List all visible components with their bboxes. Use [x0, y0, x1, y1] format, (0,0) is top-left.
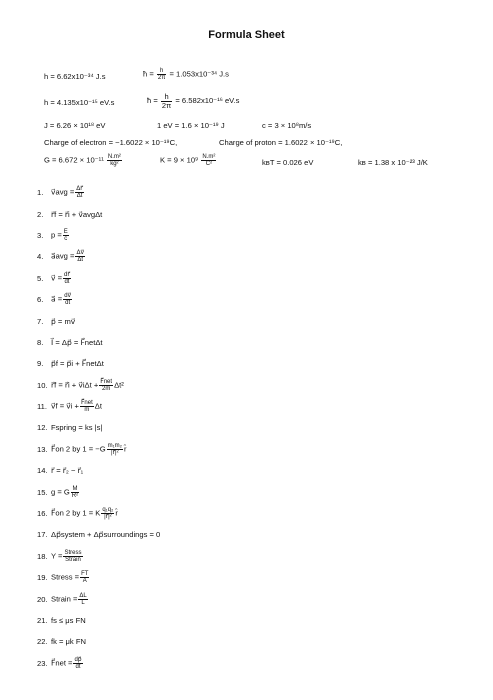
fraction-numerator: ΔL — [79, 592, 87, 599]
thermal-energy-kbt: kʙT = 0.026 eV — [262, 158, 314, 167]
equation-body — [51, 400, 102, 413]
equation-number: 23. — [37, 658, 48, 668]
equation-number: 14. — [37, 466, 48, 476]
equation-body — [51, 423, 102, 432]
joule-to-ev: J = 6.26 × 10¹⁸ eV — [44, 121, 106, 130]
equation-number: 11. — [37, 402, 47, 412]
fraction-numerator: E — [63, 228, 68, 235]
equation-number: 5. — [37, 273, 44, 283]
equation-text: Y = — [51, 551, 63, 561]
reduced-planck-evs-fraction — [161, 93, 172, 109]
fraction-denominator: R² — [71, 492, 79, 499]
equation-number: 9. — [37, 359, 44, 369]
equation-number: 12. — [37, 423, 48, 433]
fraction-denominator: |r⃗|² — [104, 514, 112, 521]
equation-item — [37, 610, 160, 631]
equation-number: 7. — [37, 316, 44, 326]
fraction-denominator: 2π — [161, 100, 172, 110]
equation-text: r⃗f = r⃗i + v⃗avgΔt — [51, 209, 103, 219]
equation-item — [37, 631, 160, 652]
equation-number: 2. — [37, 209, 44, 219]
equation-text: v⃗avg = — [51, 187, 75, 197]
equation-fraction — [80, 571, 89, 584]
fraction-numerator: M — [72, 485, 78, 492]
equation-number: 3. — [37, 230, 44, 240]
equation-number: 4. — [37, 252, 44, 262]
equation-item — [37, 653, 160, 674]
equation-item — [37, 332, 160, 353]
equation-text: v⃗f = v⃗i + — [51, 401, 79, 411]
charge-of-electron: Charge of electron = −1.6022 × 10⁻¹⁹C, — [44, 138, 178, 147]
equation-number: 18. — [37, 551, 48, 561]
equation-body — [51, 250, 86, 263]
equation-body — [51, 571, 90, 584]
equation-suffix: r̂ — [115, 508, 118, 518]
equation-fraction — [101, 507, 114, 520]
fraction-numerator: F⃗net — [80, 400, 93, 407]
equation-body — [51, 379, 124, 392]
equation-text: I⃗ = Δp⃗ = F⃗netΔt — [51, 337, 103, 347]
equation-item — [37, 417, 160, 438]
fraction-numerator: dp⃗ — [74, 656, 82, 663]
fraction-numerator: N.m² — [202, 154, 216, 160]
reduced-planck-js-lhs: ħ = — [143, 69, 154, 79]
equation-body — [51, 443, 127, 456]
fraction-denominator: dt — [65, 300, 71, 307]
equation-fraction — [73, 657, 82, 670]
equation-text: fs ≤ μs FN — [51, 616, 86, 625]
equation-fraction — [63, 293, 72, 306]
equation-text: Stress = — [51, 572, 80, 582]
equation-body — [51, 186, 85, 199]
equation-body — [51, 507, 118, 520]
equation-body — [51, 466, 83, 475]
equation-item — [37, 546, 160, 567]
reduced-planck-evs-lhs: ħ = — [147, 96, 158, 105]
equation-body — [51, 317, 75, 326]
fraction-denominator: 2π — [157, 75, 166, 81]
reduced-planck-evs — [147, 93, 239, 109]
fraction-numerator: h — [157, 68, 166, 75]
equation-number: 20. — [37, 594, 48, 604]
equation-text: F⃗on 2 by 1 = −G — [51, 444, 106, 454]
reduced-planck-evs-rhs: = 6.582x10⁻¹⁶ eV.s — [175, 96, 240, 105]
equation-number: 16. — [37, 509, 48, 519]
equation-item — [37, 567, 160, 588]
equation-fraction — [75, 186, 83, 199]
fraction-denominator: kg² — [110, 161, 119, 167]
equation-body — [51, 616, 86, 625]
reduced-planck-js — [143, 68, 229, 81]
equation-item — [37, 481, 160, 502]
fraction-numerator: q₁q₂ — [102, 507, 114, 514]
gravitational-constant-units — [107, 154, 122, 167]
equation-number: 13. — [37, 444, 48, 454]
equation-number: 6. — [37, 295, 44, 305]
fraction-denominator: A — [82, 578, 87, 585]
fraction-numerator: m₁m₂ — [107, 442, 122, 449]
equation-text: v⃗ = — [51, 273, 63, 283]
boltzmann-constant: kʙ = 1.38 x 10⁻²³ J/K — [358, 158, 428, 167]
gravitational-constant — [44, 154, 123, 167]
page-title: Formula Sheet — [208, 29, 285, 41]
equation-body — [51, 359, 104, 368]
equation-item — [37, 182, 160, 203]
equation-item — [37, 375, 160, 396]
equation-item — [37, 439, 160, 460]
equation-fraction — [80, 400, 94, 413]
coulomb-constant — [160, 154, 217, 167]
fraction-denominator: 2m — [101, 385, 111, 392]
equation-item — [37, 289, 160, 310]
fraction-numerator: Δr⃗ — [76, 186, 83, 193]
equation-text: a⃗avg = — [51, 251, 75, 261]
equation-item — [37, 353, 160, 374]
fraction-denominator: dt — [64, 278, 70, 285]
equation-item — [37, 503, 160, 524]
equation-item — [37, 203, 160, 224]
equation-item — [37, 225, 160, 246]
equation-text: F⃗net = — [51, 658, 73, 668]
equation-text: F⃗on 2 by 1 = K — [51, 508, 101, 518]
fraction-denominator: dt — [75, 663, 81, 670]
equation-body — [51, 272, 72, 285]
reduced-planck-js-rhs: = 1.053x10⁻³⁴ J.s — [169, 69, 229, 79]
equation-text: r⃗ = r⃗₂ − r⃗₁ — [51, 466, 84, 476]
equation-text: g = G — [51, 487, 70, 497]
fraction-denominator: Δt — [76, 193, 83, 200]
equation-body — [51, 293, 73, 306]
equation-text: r⃗f = r⃗i + v⃗iΔt + — [51, 380, 99, 390]
planck-constant-evs: h = 4.135x10⁻¹⁵ eV.s — [44, 98, 115, 107]
ev-to-joule: 1 eV = 1.6 × 10⁻¹⁹ J — [157, 121, 225, 130]
fraction-numerator: N.m² — [107, 154, 121, 160]
charge-of-proton: Charge of proton = 1.6022 × 10⁻¹⁹C, — [219, 138, 343, 147]
equation-text: Strain = — [51, 594, 78, 604]
equation-suffix: Δt — [94, 401, 102, 411]
fraction-numerator: Δv⃗ — [76, 250, 85, 257]
reduced-planck-js-fraction — [157, 68, 166, 81]
equation-body — [51, 210, 102, 219]
equation-item — [37, 310, 160, 331]
equation-number: 19. — [37, 573, 48, 583]
fraction-denominator: Δt — [77, 257, 84, 264]
equation-text: p⃗ = mv⃗ — [51, 316, 76, 326]
equation-fraction — [78, 593, 87, 606]
equation-item — [37, 268, 160, 289]
equation-number: 8. — [37, 337, 44, 347]
fraction-numerator: F⃗net — [100, 378, 113, 385]
speed-of-light: c = 3 × 10⁸m/s — [262, 121, 312, 130]
fraction-numerator: FT — [81, 571, 89, 578]
equation-suffix: r̂ — [123, 444, 127, 454]
equation-list — [37, 182, 160, 674]
equation-fraction — [107, 443, 123, 456]
equation-fraction — [63, 550, 82, 563]
equation-fraction — [71, 486, 79, 499]
equation-number: 17. — [37, 530, 48, 540]
fraction-denominator: C² — [205, 161, 213, 167]
equation-text: p⃗f = p⃗i + F⃗netΔt — [51, 359, 104, 369]
fraction-denominator: |r⃗|² — [110, 449, 119, 456]
equation-text: Δp⃗system + Δp⃗surroundings = 0 — [51, 530, 161, 540]
equation-number: 1. — [37, 188, 44, 198]
equation-body — [51, 530, 160, 539]
planck-constant-js: h = 6.62x10⁻³⁴ J.s — [44, 72, 106, 81]
equation-item — [37, 246, 160, 267]
coulomb-constant-lhs: K = 9 × 10⁹ — [160, 155, 199, 165]
equation-body — [51, 486, 80, 499]
fraction-denominator: Strain — [65, 556, 81, 563]
fraction-denominator: m — [84, 407, 90, 414]
equation-body — [51, 550, 84, 563]
equation-fraction — [63, 229, 69, 242]
equation-item — [37, 588, 160, 609]
equation-number: 22. — [37, 637, 48, 647]
equation-number: 10. — [37, 380, 48, 390]
fraction-denominator: c — [64, 235, 68, 242]
fraction-numerator: dr⃗ — [64, 271, 70, 278]
equation-fraction — [75, 250, 85, 263]
equation-suffix: Δt² — [114, 380, 124, 390]
equation-body — [51, 338, 103, 347]
equation-body — [51, 593, 89, 606]
fraction-numerator: h — [161, 93, 172, 102]
equation-body — [51, 637, 86, 646]
equation-number: 21. — [37, 616, 48, 625]
fraction-numerator: dv⃗ — [64, 293, 72, 300]
equation-item — [37, 524, 160, 545]
equation-fraction — [99, 379, 113, 392]
gravitational-constant-lhs: G = 6.672 × 10⁻¹¹ — [44, 155, 104, 165]
equation-text: Fspring = ks |s| — [51, 423, 103, 433]
equation-text: fk = μk FN — [51, 637, 86, 647]
equation-item — [37, 460, 160, 481]
equation-item — [37, 396, 160, 417]
equation-body — [51, 229, 70, 242]
equation-text: a⃗ = — [51, 294, 63, 304]
equation-fraction — [63, 272, 71, 285]
coulomb-constant-units — [201, 154, 216, 167]
equation-body — [51, 657, 84, 670]
equation-text: p = — [51, 230, 62, 240]
fraction-denominator: L — [81, 599, 85, 606]
fraction-numerator: Stress — [64, 549, 82, 556]
equation-number: 15. — [37, 487, 48, 497]
